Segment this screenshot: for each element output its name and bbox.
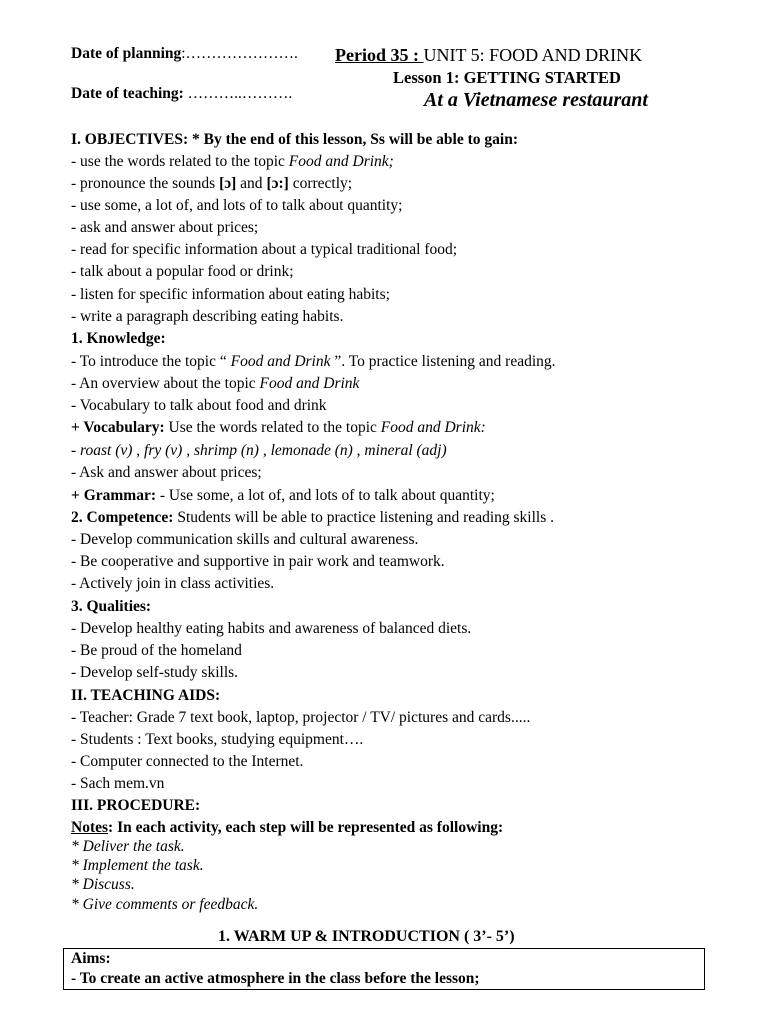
teaching-dots: ………..………. [183,85,293,102]
objective-6: - talk about a popular food or drink; [71,263,294,280]
quality-2: - Be proud of the homeland [71,642,242,659]
competence-heading: 2. Competence: Students will be able to practice listening and reading skills . [71,509,554,526]
notes-line: Notes: In each activity, each step will be represented as following: [71,819,504,836]
aid-4: - Sach mem.vn [71,775,165,792]
step-4: * Give comments or feedback. [71,896,259,913]
quality-3: - Develop self-study skills. [71,664,239,681]
objective-2: - pronounce the sounds [ɔ] and [ɔ:] correctly; [71,175,353,192]
knowledge-heading: 1. Knowledge: [71,330,166,347]
qualities-heading: 3. Qualities: [71,598,152,615]
period-colon: : [413,45,424,65]
knowledge-4: - Ask and answer about prices; [71,464,262,481]
step-1: * Deliver the task. [71,838,185,855]
aid-2: - Students : Text books, studying equipment…. [71,731,364,748]
step-3: * Discuss. [71,876,135,893]
period-label: Period 35 [335,45,413,65]
unit-title: UNIT 5: FOOD AND DRINK [423,45,643,65]
planning-label: Date of planning [71,45,182,62]
teaching-label: Date of teaching: [71,85,184,102]
objectives-heading: I. OBJECTIVES: * By the end of this lesson, Ss will be able to gain: [71,131,518,148]
competence-2: - Be cooperative and supportive in pair work and teamwork. [71,553,445,570]
planning-dots: :…………………. [181,45,298,62]
grammar-line: + Grammar: - Use some, a lot of, and lots of to talk about quantity; [71,487,495,504]
procedure-heading: III. PROCEDURE: [71,797,201,814]
objective-5: - read for specific information about a typical traditional food; [71,241,458,258]
vocabulary-line: + Vocabulary: Use the words related to the topic Food and Drink: [71,419,486,436]
step-2: * Implement the task. [71,857,204,874]
lesson-title: Lesson 1: GETTING STARTED [393,68,621,87]
objective-3: - use some, a lot of, and lots of to talk about quantity; [71,197,403,214]
objective-4: - ask and answer about prices; [71,219,259,236]
objective-8: - write a paragraph describing eating habits. [71,308,344,325]
objective-7: - listen for specific information about eating habits; [71,286,390,303]
knowledge-1: - To introduce the topic “ Food and Drink ”. To practice listening and reading. [71,353,556,370]
period-title [335,45,642,66]
knowledge-2: - An overview about the topic Food and Drink [71,375,360,392]
vocabulary-words: - roast (v) , fry (v) , shrimp (n) , lemonade (n) , mineral (adj) [71,442,447,459]
knowledge-3: - Vocabulary to talk about food and drink [71,397,327,414]
teaching-aids-heading: II. TEACHING AIDS: [71,687,221,704]
teaching-date [71,85,292,103]
warmup-heading: 1. WARM UP & INTRODUCTION ( 3’- 5’) [218,928,515,945]
aid-3: - Computer connected to the Internet. [71,753,304,770]
aims-label: Aims: [71,950,111,967]
competence-1: - Develop communication skills and cultural awareness. [71,531,419,548]
planning-date [71,45,298,63]
aims-line-1: - To create an active atmosphere in the class before the lesson; [71,970,480,987]
competence-3: - Actively join in class activities. [71,575,275,592]
objective-1: - use the words related to the topic Food and Drink; [71,153,394,170]
quality-1: - Develop healthy eating habits and awareness of balanced diets. [71,620,472,637]
lesson-subtitle: At a Vietnamese restaurant [424,89,648,111]
aid-1: - Teacher: Grade 7 text book, laptop, projector / TV/ pictures and cards..... [71,709,531,726]
